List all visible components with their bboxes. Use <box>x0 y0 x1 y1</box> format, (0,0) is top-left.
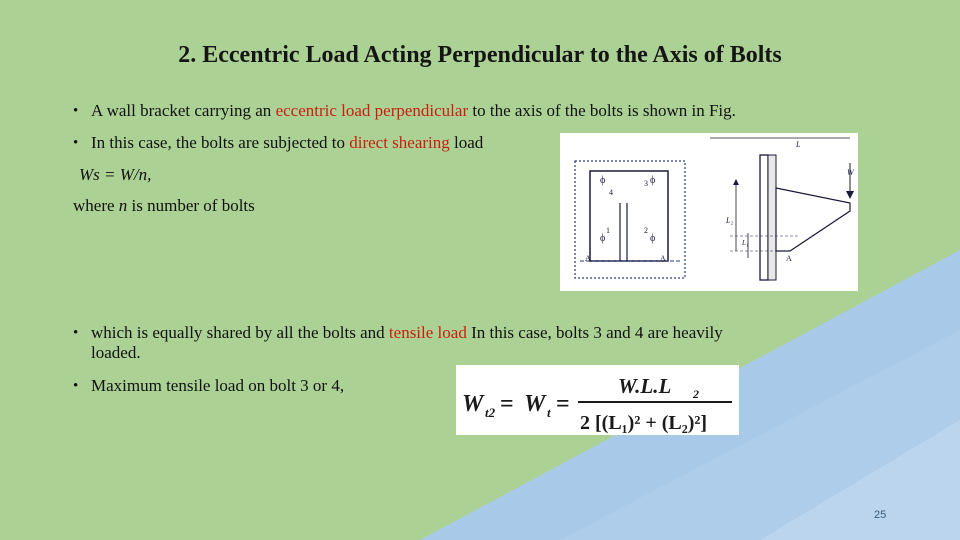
bracket-diagram <box>560 133 858 291</box>
bullet-wall-bracket <box>73 101 871 121</box>
bullet-dot: • <box>73 103 79 119</box>
eq-lhs2-sub: t <box>547 405 551 420</box>
eq-equals-2: = <box>556 391 570 417</box>
bullet-tensile-load <box>73 323 851 363</box>
bracket-figure <box>560 133 858 291</box>
shear-formula: Ws = W/n, <box>79 165 152 184</box>
dim-l-label: L <box>796 140 801 149</box>
bullet-text: A wall bracket carrying an <box>91 101 276 120</box>
bolt-2-symbol: ϕ <box>650 233 656 244</box>
wall-plate-side <box>760 155 768 280</box>
eq-equals-1: = <box>500 391 514 417</box>
bracket-web <box>776 188 850 251</box>
eq-lhs2: W <box>524 391 546 417</box>
bolt-3-symbol: ϕ <box>650 175 656 186</box>
bullet-text: In this case, bolts 3 and 4 are heavily <box>466 323 723 342</box>
bullet-direct-shearing <box>73 133 571 153</box>
where-line <box>73 196 255 216</box>
highlight-direct-shearing: direct shearing <box>349 133 450 152</box>
bullet-text: to the axis of the bolts is shown in Fig. <box>468 101 736 120</box>
highlight-tensile-load: tensile load <box>388 323 467 342</box>
bolt-4-symbol: ϕ <box>600 175 606 186</box>
bullet-dot: • <box>73 135 79 151</box>
bullet-text: load <box>449 133 484 152</box>
load-w-label: W <box>847 168 854 177</box>
bullet-dot: • <box>73 325 79 341</box>
bolt-1-symbol: ϕ <box>600 233 606 244</box>
eq-denominator: 2 [(L₁)² + (L₂)²] <box>580 412 708 434</box>
section-a-mid: A <box>660 254 666 263</box>
bolt-2-label: 2 <box>644 226 648 235</box>
max-tensile-equation <box>456 365 739 435</box>
eq-lhs1-sub: t2 <box>485 405 496 420</box>
equation-graphic <box>456 365 739 435</box>
bullet-max-tensile <box>73 376 431 396</box>
bolt-3-label: 3 <box>644 179 648 188</box>
dim-l1-label: L₁ <box>742 239 749 247</box>
highlight-eccentric-load: eccentric load perpendicular <box>275 101 469 120</box>
section-a-right: A <box>786 254 792 263</box>
section-a-left: A <box>585 254 591 263</box>
bullet-text: which is equally shared by all the bolts and <box>91 323 389 342</box>
eq-numerator: W.L.L <box>618 374 672 398</box>
eq-numerator-sub: 2 <box>693 387 699 401</box>
eq-lhs1: W <box>462 391 484 417</box>
bolt-4-label: 4 <box>609 188 613 197</box>
bolt-1-label: 1 <box>606 226 610 235</box>
bullet-dot: • <box>73 378 79 394</box>
where-text: where <box>73 196 119 215</box>
slide-title: 2. Eccentric Load Acting Perpendicular to the Axis of Bolts <box>178 42 782 68</box>
dim-l2-label: L₂ <box>726 216 734 225</box>
where-text: is number of bolts <box>127 196 255 215</box>
bullet-text: Maximum tensile load on bolt 3 or 4, <box>91 376 345 395</box>
bracket-flange <box>768 155 776 280</box>
page-number: 25 <box>874 509 887 521</box>
bullet-text: In this case, the bolts are subjected to <box>91 133 350 152</box>
where-n: n <box>118 196 128 215</box>
bullet-text-line2: loaded. <box>91 343 141 362</box>
